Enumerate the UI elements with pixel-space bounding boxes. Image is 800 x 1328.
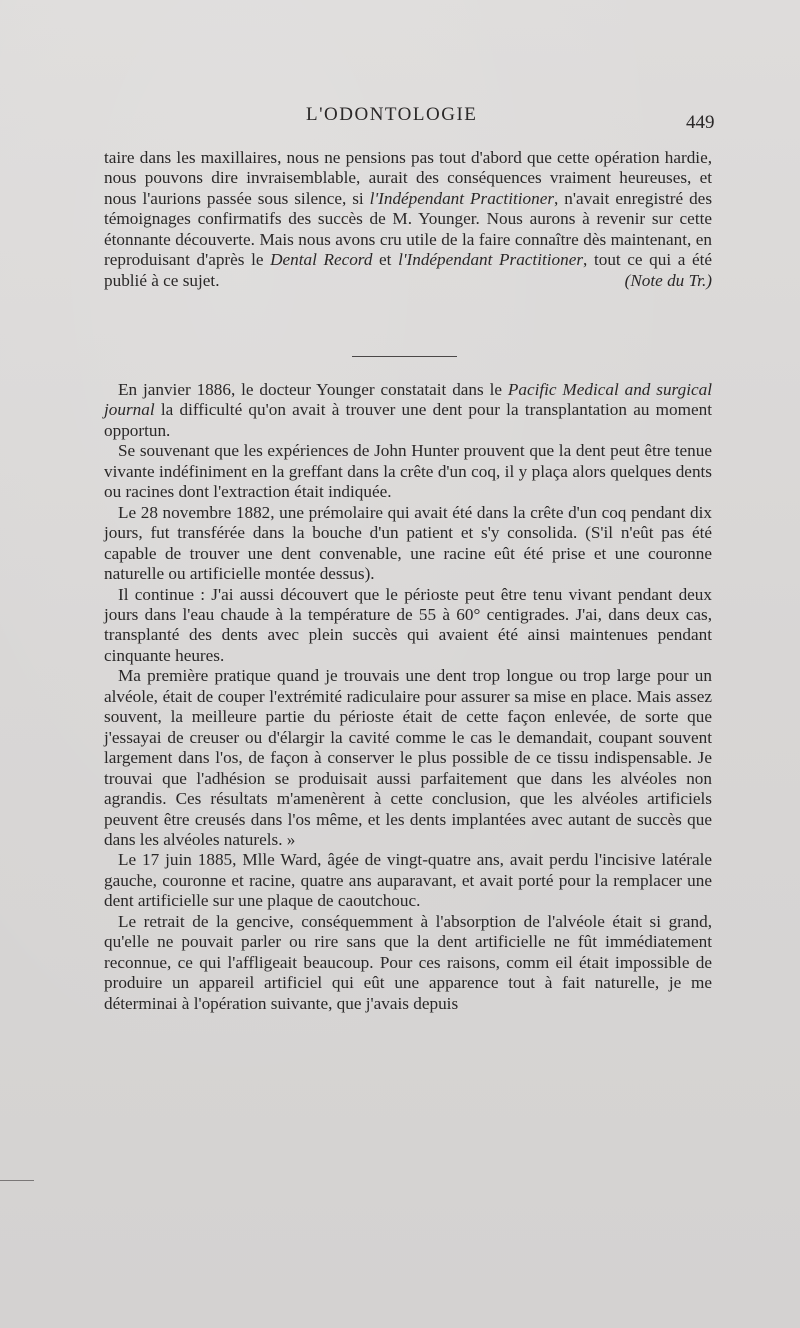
running-title: L'ODONTOLOGIE [306,104,478,125]
body-paragraph-4: Il continue : J'ai aussi découvert que le périoste peut être tenu vivant pendant deux jours dans l'eau chaude à la température de 55 à 60° centigrades. J'ai, dans deux cas, transplanté des dents avec plein succès qui avaient été ainsi maintenues pendant cinquante heures. [104,584,712,665]
section-divider [352,356,457,357]
intro-paragraph [104,148,712,291]
intro-text-1: taire dans les maxillaires, nous ne pensions pas tout d'abord que cette opération hardie, nous pouvons dire invraisemblable, aurait des conséquences vraiment heureuses, et nous l'aurions passée sous silence, si [104,148,712,208]
intro-text-4: , tout ce qui a été publié à ce sujet. [104,250,712,290]
intro-text-2: , n'avait enregistré des témoignages confirmatifs des succès de M. Younger. Nous aurons à revenir sur cette étonnante découverte. Mais nous avons cru utile de la faire connaître dès maintenant, en reproduisant d'après le [104,188,713,270]
para1-text-a: En janvier 1886, le docteur Younger constatait dans le [118,380,508,399]
body-paragraph-2: Se souvenant que les expériences de John Hunter prouvent que la dent peut être tenue vivante indéfiniment en la greffant dans la crête d'un coq, il y plaça alors quelques dents ou racines dont l'extraction était indiquée. [104,441,712,502]
intro-journal-3: l'Indépendant Practitioner [398,250,584,270]
body-paragraph-3: Le 28 novembre 1882, une prémolaire qui avait été dans la crête d'un coq pendant dix jours, fut transférée dans la bouche d'un patient et s'y consolida. (S'il n'eût pas été capable de trouver une dent convenable, une racine eût été prise et une couronne naturelle ou artificielle montée dessus). [104,502,712,584]
body-paragraph-7: Le retrait de la gencive, conséquemment à l'absorption de l'alvéole était si grand, qu'elle ne pouvait parler ou rire sans que la dent artificielle ne fût immédiatement reconnue, ce qui l'affligeait beaucoup. Pour ces raisons, comm eil était impossible de produire un appareil artificiel qui eût une apparence tout à fait naturelle, je me déterminai à l'opération suivante, que j'avais depuis [104,911,712,1013]
intro-journal-2: Dental Record [270,250,373,270]
body-paragraph-5: Ma première pratique quand je trouvais une dent trop longue ou trop large pour un alvéole, était de couper l'extrémité radiculaire pour assurer sa mise en place. Mais assez souvent, la meilleure partie du périoste était de cette façon enlevée, de sorte que j'essayai de creuser ou d'élargir la cavité comme le cas le demandait, coupant souvent largement dans l'os, de façon à conserver le plus possible de ce tissu indispensable. Je trouvai que l'adhésion se produisait aussi parfaitement que dans les alvéoles non agrandis. Ces résultats m'amenèrent à cette conclusion, que les alvéoles artificiels peuvent être creusés dans l'os même, et les dents implantées avec autant de succès que dans les alvéoles naturels. » [104,666,712,849]
margin-mark [0,1180,34,1181]
para1-text-b: la difficulté qu'on avait à trouver une dent pour la transplantation au moment opportun. [104,400,712,440]
para1-journal: Pacific Medical and surgical journal [104,380,712,420]
intro-text-3: et [372,250,399,270]
body-paragraph-1 [104,380,712,441]
translator-intro [104,148,712,291]
article-body [104,380,712,1014]
running-head [0,104,800,134]
translator-note: (Note du Tr.) [624,270,712,290]
page-number: 449 [686,112,715,133]
body-paragraph-6: Le 17 juin 1885, Mlle Ward, âgée de vingt-quatre ans, avait perdu l'incisive latérale gauche, couronne et racine, quatre ans auparavant, et avait porté pour la remplacer une dent artificielle sur une plaque de caoutchouc. [104,850,712,911]
intro-journal-1: l'Indépendant Practitioner [369,188,555,208]
